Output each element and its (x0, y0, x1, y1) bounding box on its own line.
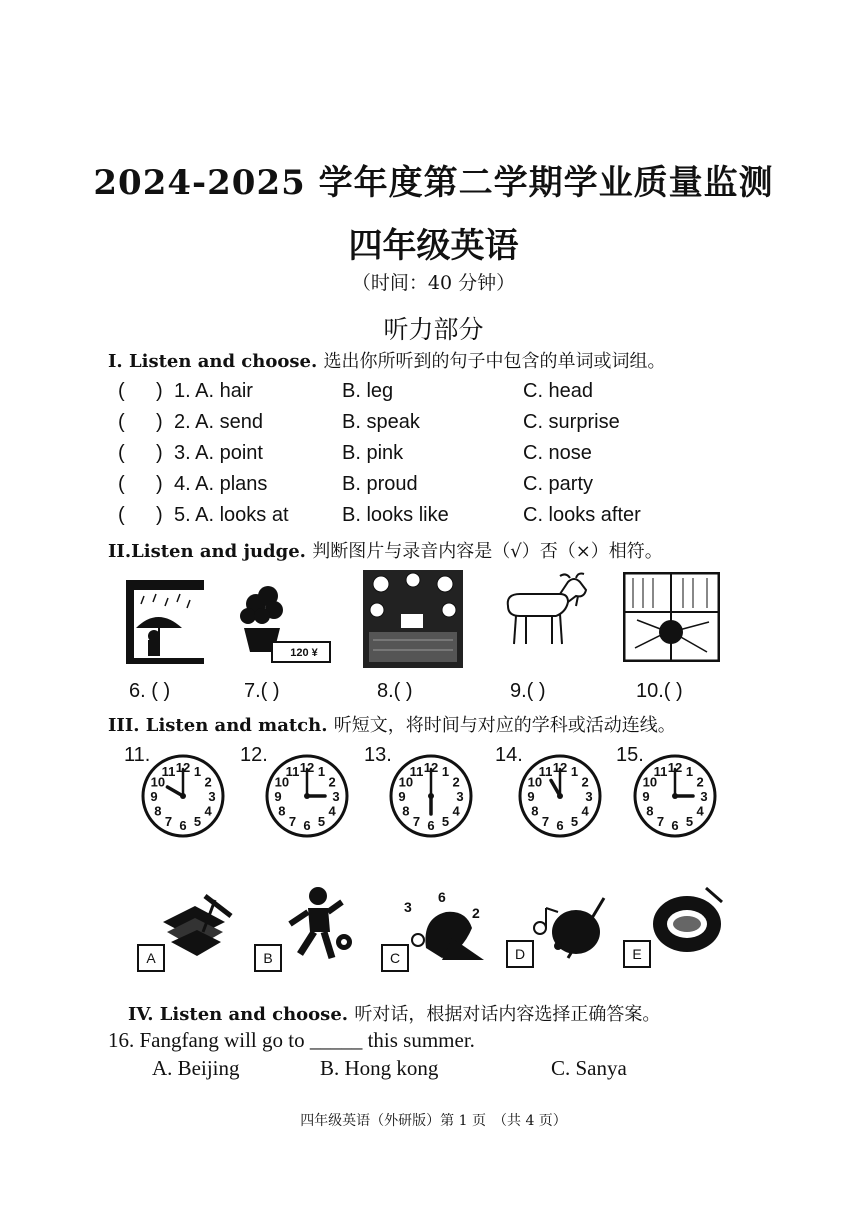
price-tag: 120 ¥ (290, 647, 318, 659)
activity-label-c: C (381, 944, 409, 972)
clock-number: 2 (204, 774, 212, 790)
clock-label-14: 14. (495, 744, 523, 766)
activity-label-b: B (254, 944, 282, 972)
section3-title: III. Listen and match. (108, 715, 328, 736)
clock-number: 3 (332, 789, 340, 804)
svg-text:6: 6 (438, 889, 446, 905)
option-a: 2. A. send (174, 411, 263, 433)
clock-number: 3 (456, 789, 464, 804)
clock-number: 10 (150, 774, 166, 790)
clock-number: 5 (317, 814, 326, 830)
part-heading: 听力部分 (383, 315, 484, 344)
goat-picture (496, 572, 592, 648)
section4-instruction: 听对话，根据对话内容选择正确答案。 (354, 1004, 661, 1025)
clock-label-13: 13. (364, 744, 392, 766)
option-a: 5. A. looks at (174, 504, 289, 526)
clock-number: 8 (402, 803, 410, 819)
option-b: B. leg (342, 380, 394, 402)
clock-number: 1 (685, 763, 694, 779)
clock-number: 2 (581, 774, 589, 790)
books-pencil-picture (155, 892, 233, 962)
clock-number: 3 (700, 789, 708, 804)
activity-label-d: D (506, 940, 534, 968)
clock-number: 10 (527, 774, 543, 790)
option-c: C. head (523, 380, 594, 402)
exam-subtitle: 四年级英语 (348, 226, 519, 266)
clock-number: 6 (303, 818, 311, 833)
option-c: C. looks after (523, 504, 641, 526)
clock-number: 5 (570, 814, 579, 830)
clock-number: 6 (671, 818, 679, 833)
clock-number: 6 (556, 818, 564, 833)
answer-blank: _____ (309, 1028, 363, 1052)
question-text: Fangfang will go to (139, 1028, 305, 1052)
answer-bracket-close: ) (156, 380, 163, 402)
section1-instruction: 选出你所听到的句子中包含的单词或词组。 (323, 351, 666, 372)
clock-label-12: 12. (240, 744, 268, 766)
clock-label-11: 11. (124, 744, 151, 766)
clock-number: 11 (161, 763, 176, 779)
question-number: 16. (108, 1028, 135, 1052)
clock-number: 10 (642, 774, 658, 790)
clock-number: 7 (656, 814, 665, 830)
clock-center (672, 793, 678, 799)
clock-icon (140, 753, 226, 839)
clock-number: 2 (696, 774, 704, 790)
clock-icon (632, 753, 718, 839)
option-c: C. party (523, 473, 594, 495)
exam-title: 2024-2025 学年度第二学期学业质量监测 (93, 163, 774, 203)
music-art-picture (528, 894, 610, 964)
clock-number: 4 (581, 803, 589, 819)
option-c: C. nose (523, 442, 592, 464)
clock-number: 7 (412, 814, 421, 830)
clock-center (428, 793, 434, 799)
rain-umbrella-picture (124, 576, 206, 668)
section2-instruction: 判断图片与录音内容是（√）否（×）相符。 (312, 541, 663, 562)
clock-number: 5 (685, 814, 694, 830)
clock-number: 2 (452, 774, 460, 790)
clock-number: 6 (427, 818, 435, 833)
running-boy-picture (280, 886, 356, 968)
clock-number: 1 (570, 763, 579, 779)
judge-answer-7: 7.( ) (244, 680, 280, 702)
food-plate-picture (650, 884, 724, 958)
clock-number: 8 (646, 803, 654, 819)
clock-number: 11 (409, 763, 424, 779)
option-b: B. looks like (342, 504, 449, 526)
answer-bracket-close: ) (156, 504, 163, 526)
clock-number: 5 (441, 814, 450, 830)
judge-answer-10: 10.( ) (636, 680, 683, 702)
page-footer: 四年级英语（外研版）第 1 页 （共 4 页） (300, 1113, 567, 1129)
clock-number: 1 (193, 763, 202, 779)
clock-number: 9 (398, 789, 406, 804)
broken-window-picture (623, 572, 720, 662)
activity-label-e: E (623, 940, 651, 968)
clock-number: 11 (653, 763, 668, 779)
clock-number: 9 (274, 789, 282, 804)
clock-number: 4 (452, 803, 460, 819)
clock-number: 11 (285, 763, 300, 779)
clock-number: 1 (317, 763, 326, 779)
clock-number: 7 (288, 814, 297, 830)
clock-number: 4 (696, 803, 704, 819)
clock-number: 10 (398, 774, 414, 790)
clock-icon (388, 753, 474, 839)
night-clocks-picture (363, 570, 463, 668)
clock-number: 7 (541, 814, 550, 830)
activity-label-a: A (137, 944, 165, 972)
option-b: B. Hong kong (320, 1056, 439, 1080)
clock-number: 1 (441, 763, 450, 779)
exam-time: （时间：40 分钟） (351, 272, 516, 294)
section3-heading (108, 711, 676, 737)
option-c: C. surprise (523, 411, 620, 433)
clock-icon (264, 753, 350, 839)
option-a: 1. A. hair (174, 380, 253, 402)
judge-answer-8: 8.( ) (377, 680, 413, 702)
clock-label-15: 15. (616, 744, 644, 766)
clock-number: 10 (274, 774, 290, 790)
clock-number: 12 (552, 760, 568, 775)
option-c: C. Sanya (551, 1056, 627, 1080)
svg-text:2: 2 (472, 905, 480, 921)
section2-title: II.Listen and judge. (108, 541, 306, 562)
option-a: 4. A. plans (174, 473, 268, 495)
clock-number: 4 (328, 803, 336, 819)
clock-number: 12 (175, 760, 191, 775)
section2-heading (108, 537, 663, 563)
clock-number: 12 (299, 760, 315, 775)
section1-title: I. Listen and choose. (108, 351, 318, 372)
answer-bracket-open: ( (118, 380, 125, 402)
clock-center (180, 793, 186, 799)
math-numbers-picture (402, 888, 488, 968)
option-b: B. proud (342, 473, 418, 495)
section1-heading (108, 347, 666, 373)
clock-number: 6 (179, 818, 187, 833)
clock-number: 12 (423, 760, 439, 775)
question-16-stem (108, 1028, 475, 1053)
clock-number: 9 (527, 789, 535, 804)
judge-answer-9: 9.( ) (510, 680, 546, 702)
clock-number: 7 (164, 814, 173, 830)
clock-icon (517, 753, 603, 839)
answer-bracket-close: ) (156, 411, 163, 433)
clock-number: 4 (204, 803, 212, 819)
clock-number: 2 (328, 774, 336, 790)
section3-instruction: 听短文，将时间与对应的学科或活动连线。 (333, 715, 676, 736)
answer-bracket-open: ( (118, 473, 125, 495)
answer-bracket-open: ( (118, 442, 125, 464)
option-a: A. Beijing (152, 1056, 240, 1080)
clock-number: 8 (531, 803, 539, 819)
clock-number: 8 (278, 803, 286, 819)
clock-center (304, 793, 310, 799)
clock-number: 3 (208, 789, 216, 804)
section4-heading (128, 1000, 660, 1026)
answer-bracket-close: ) (156, 473, 163, 495)
section4-title: IV. Listen and choose. (128, 1004, 349, 1025)
clock-number: 9 (150, 789, 158, 804)
clock-number: 5 (193, 814, 202, 830)
answer-bracket-close: ) (156, 442, 163, 464)
clock-number: 8 (154, 803, 162, 819)
question-text-end: this summer. (367, 1028, 475, 1052)
option-b: B. pink (342, 442, 404, 464)
answer-bracket-open: ( (118, 411, 125, 433)
svg-text:3: 3 (404, 899, 412, 915)
option-b: B. speak (342, 411, 420, 433)
clock-center (557, 793, 563, 799)
clock-number: 12 (667, 760, 683, 775)
clock-number: 9 (642, 789, 650, 804)
clock-number: 11 (538, 763, 553, 779)
clock-number: 3 (585, 789, 593, 804)
answer-bracket-open: ( (118, 504, 125, 526)
judge-answer-6: 6. ( ) (129, 680, 171, 702)
option-a: 3. A. point (174, 442, 263, 464)
